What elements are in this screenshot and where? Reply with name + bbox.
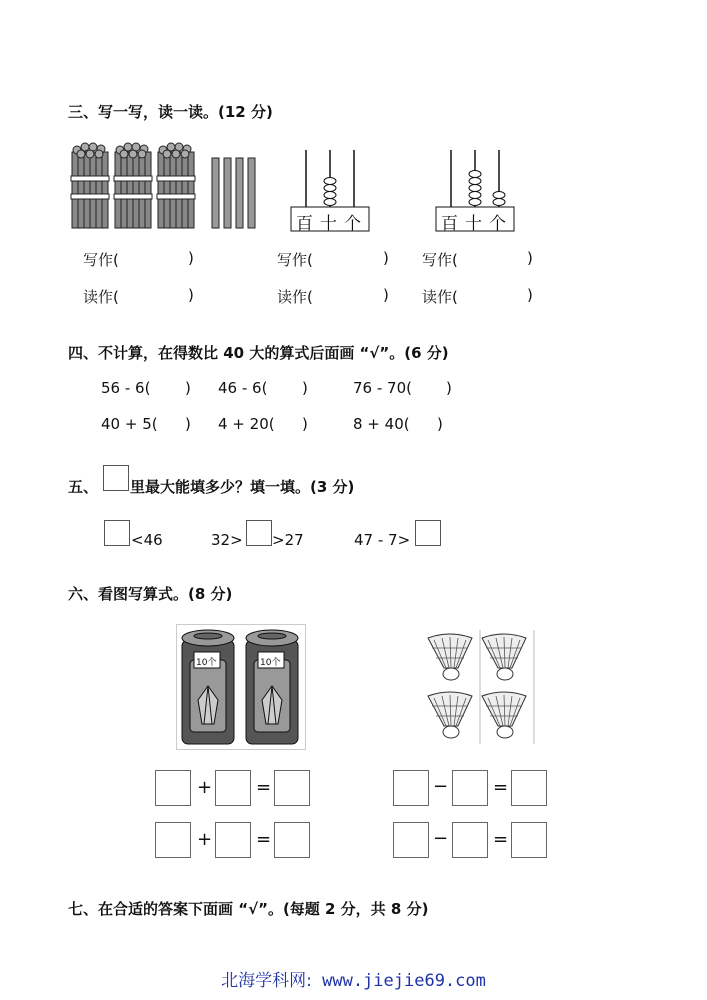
sub-eq-2-box-1[interactable] [393, 822, 429, 858]
read-close-3: ) [527, 286, 533, 304]
abacus-2-tens-label: 十 [465, 214, 482, 234]
section-3-title: 三、写一写，读一读。(12 分) [68, 103, 273, 121]
sub-eq-1-equals: = [493, 777, 509, 798]
read-label-3: 读作( [422, 288, 458, 306]
section-7-title: 七、在合适的答案下面画 “√”。(每题 2 分，共 8 分) [68, 900, 429, 918]
sub-eq-2-box-2[interactable] [452, 822, 488, 858]
write-close-2: ) [383, 249, 389, 267]
add-eq-1-box-1[interactable] [155, 770, 191, 806]
footer-watermark [0, 966, 707, 991]
expr-1: 56 - 6( [101, 379, 151, 397]
ineq-2-right: >27 [272, 531, 304, 549]
read-label-2: 读作( [277, 288, 313, 306]
abacus-2 [435, 145, 515, 235]
shuttlecocks-image [424, 628, 536, 746]
footer-url[interactable]: www.jiejie69.com [322, 971, 486, 991]
ineq-2-left: 32> [211, 531, 243, 549]
sub-eq-1-box-3[interactable] [511, 770, 547, 806]
expr-1-close: ) [185, 379, 191, 397]
expr-4: 40 + 5( [101, 415, 158, 433]
add-eq-2-box-3[interactable] [274, 822, 310, 858]
expr-6-close: ) [437, 415, 443, 433]
sub-eq-1-box-1[interactable] [393, 770, 429, 806]
abacus-2-ones-label: 个 [489, 214, 506, 234]
tube-2-label: 10个 [260, 658, 281, 668]
add-eq-1-plus: + [197, 777, 213, 798]
add-eq-1-box-3[interactable] [274, 770, 310, 806]
section-6-title: 六、看图写算式。(8 分) [68, 585, 233, 603]
add-eq-2-box-1[interactable] [155, 822, 191, 858]
abacus-1-ones-label: 个 [344, 214, 361, 234]
abacus-1 [290, 145, 370, 235]
tubes-drawing [176, 624, 306, 750]
section-4-title: 四、不计算，在得数比 40 大的算式后面画 “√”。(6 分) [68, 344, 449, 362]
shuttlecock-tubes-image [176, 624, 306, 750]
expr-3: 76 - 70( [353, 379, 412, 397]
expr-6: 8 + 40( [353, 415, 410, 433]
write-close-1: ) [188, 249, 194, 267]
expr-2: 46 - 6( [218, 379, 268, 397]
expr-5: 4 + 20( [218, 415, 275, 433]
sub-eq-2-minus: − [433, 828, 449, 849]
write-label-1: 写作( [83, 251, 119, 269]
add-eq-2-box-2[interactable] [215, 822, 251, 858]
read-close-1: ) [188, 286, 194, 304]
sub-eq-1-box-2[interactable] [452, 770, 488, 806]
add-eq-2-plus: + [197, 829, 213, 850]
abacus-1-tens-label: 十 [320, 214, 337, 234]
write-label-3: 写作( [422, 251, 458, 269]
blank-box-2[interactable] [246, 520, 272, 546]
expr-4-close: ) [185, 415, 191, 433]
ineq-1: <46 [131, 531, 163, 549]
expr-3-close: ) [446, 379, 452, 397]
section-5-title-prefix: 五、 [68, 478, 99, 496]
footer-site-name: 北海学科网: [221, 971, 312, 991]
write-label-2: 写作( [277, 251, 313, 269]
expr-2-close: ) [302, 379, 308, 397]
write-close-3: ) [527, 249, 533, 267]
blank-box-3[interactable] [415, 520, 441, 546]
read-label-1: 读作( [83, 288, 119, 306]
abacus-2-hundreds-label: 百 [441, 214, 458, 234]
blank-box-1[interactable] [104, 520, 130, 546]
tube-1-label: 10个 [196, 658, 217, 668]
add-eq-2-equals: = [256, 829, 272, 850]
add-eq-1-equals: = [256, 777, 272, 798]
title-blank-box [103, 465, 129, 491]
section-5-title-suffix: 里最大能填多少？填一填。(3 分) [130, 478, 355, 496]
expr-5-close: ) [302, 415, 308, 433]
sub-eq-2-equals: = [493, 829, 509, 850]
sub-eq-1-minus: − [433, 776, 449, 797]
abacus-1-hundreds-label: 百 [296, 214, 313, 234]
sub-eq-2-box-3[interactable] [511, 822, 547, 858]
ineq-3: 47 - 7> [354, 531, 411, 549]
read-close-2: ) [383, 286, 389, 304]
stick-bundles-image [70, 140, 265, 232]
add-eq-1-box-2[interactable] [215, 770, 251, 806]
